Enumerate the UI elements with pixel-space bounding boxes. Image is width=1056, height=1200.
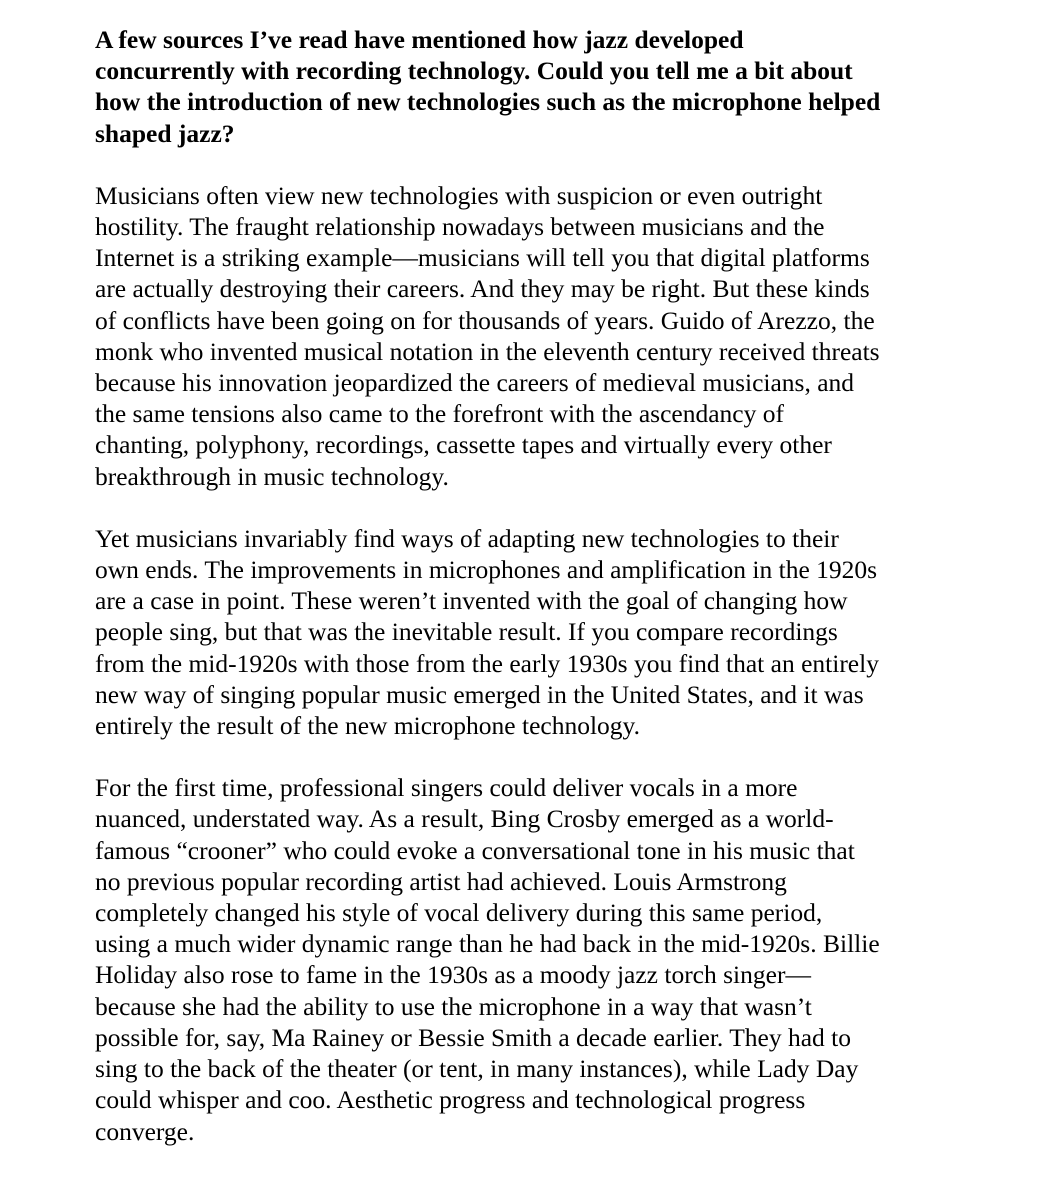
answer-paragraph-2: Yet musicians invariably find ways of adapting new technologies to their own ends. The improvements in microphones and amplification in the 1920s are a case in point. These weren’t invented with the goal of changing how people sing, but that was the inevitable result. If you compare recordings from the mid-1920s with those from the early 1930s you find that an entirely new way of singing popular music emerged in the United States, and it was entirely the result of the new microphone technology. bbox=[95, 523, 879, 741]
question-heading: A few sources I’ve read have mentioned how jazz developed concurrently with recording technology. Could you tell me a bit about how the introduction of new technologies such as the microphone helped shaped jazz? bbox=[95, 25, 881, 148]
document-page bbox=[95, 24, 955, 1178]
answer-paragraph-1: Musicians often view new technologies with suspicion or even outright hostility. The fraught relationship nowadays between musicians and the Internet is a striking example—musicians will tell you that digital platforms are actually destroying their careers. And they may be right. But these kinds of conflicts have been going on for thousands of years. Guido of Arezzo, the monk who invented musical notation in the eleventh century received threats because his innovation jeopardized the careers of medieval musicians, and the same tensions also came to the forefront with the ascendancy of chanting, polyphony, recordings, cassette tapes and virtually every other breakthrough in music technology. bbox=[95, 180, 880, 491]
answer-paragraph-3: For the first time, professional singers could deliver vocals in a more nuanced, understated way. As a result, Bing Crosby emerged as a world- famous “crooner” who could evoke a conversational tone in his music that no previous popular recording artist had achieved. Louis Armstrong completely changed his style of vocal delivery during this same period, using a much wider dynamic range than he had back in the mid-1920s. Billie Holiday also rose to fame in the 1930s as a moody jazz torch singer— because she had the ability to use the microphone in a way that wasn’t possible for, say, Ma Rainey or Bessie Smith a decade earlier. They had to sing to the back of the theater (or tent, in many instances), while Lady Day could whisper and coo. Aesthetic progress and technological progress converge. bbox=[95, 773, 880, 1146]
